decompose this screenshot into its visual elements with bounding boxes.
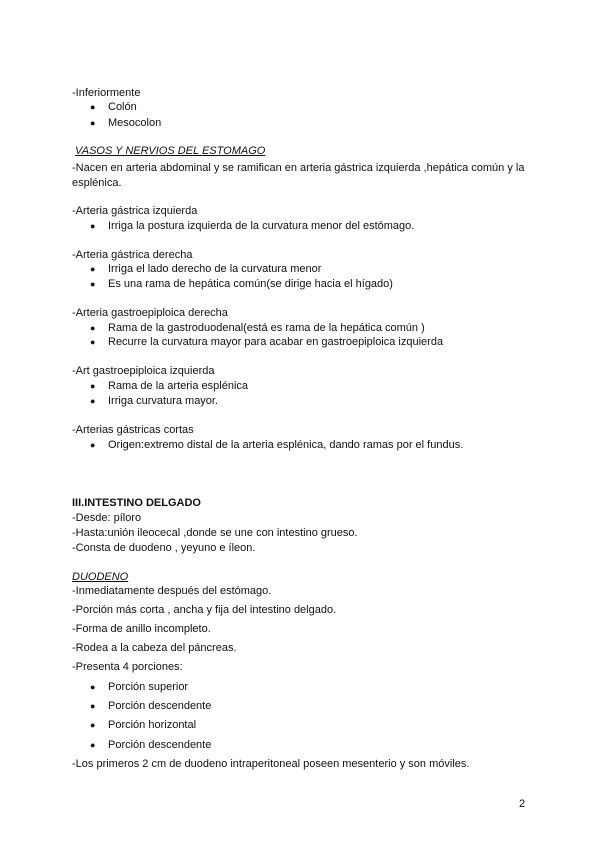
artery-heading: -Arteria gástrica derecha — [72, 249, 193, 261]
duodeno-line: -Presenta 4 porciones: — [72, 661, 183, 673]
list-item: Porción descendente — [108, 700, 212, 712]
list-item: Irriga el lado derecho de la curvatura menor — [108, 263, 322, 275]
duodeno-title: DUODENO — [72, 571, 129, 583]
artery-heading: -Arteria gástrica izquierda — [72, 205, 198, 217]
bullet-icon: ● — [90, 221, 96, 231]
list-item: Porción superior — [108, 681, 189, 693]
list-item: Irriga curvatura mayor. — [108, 395, 219, 407]
list-item: Colón — [108, 101, 137, 113]
duodeno-line: -Porción más corta , ancha y fija del intestino delgado. — [72, 604, 337, 616]
artery-heading: -Arteria gastroepiploica derecha — [72, 307, 228, 319]
artery-heading: -Arterias gástricas cortas — [72, 424, 194, 436]
bullet-icon: ● — [90, 682, 96, 692]
intestino-line: -Consta de duodeno , yeyuno e íleon. — [72, 542, 256, 554]
duodeno-closing: -Los primeros 2 cm de duodeno intraperitoneal poseen mesenterio y son móviles. — [72, 758, 470, 770]
bullet-icon: ● — [90, 740, 96, 750]
bullet-icon: ● — [90, 323, 96, 333]
list-item: Rama de la gastroduodenal(está es rama de la hepática común ) — [108, 322, 425, 334]
vasos-intro: -Nacen en arteria abdominal y se ramifican en arteria gástrica izquierda ,hepática común y la esplénica. — [72, 162, 525, 189]
list-item: Porción horizontal — [108, 719, 197, 731]
list-item: Porción descendente — [108, 739, 212, 751]
duodeno-line: -Forma de anillo incompleto. — [72, 623, 211, 635]
artery-heading: -Art gastroepiploica izquierda — [72, 365, 215, 377]
intestino-line: -Desde: píloro — [72, 512, 142, 524]
bullet-icon: ● — [90, 279, 96, 289]
vasos-title: VASOS Y NERVIOS DEL ESTOMAGO — [75, 145, 266, 157]
duodeno-line: -Rodea a la cabeza del páncreas. — [72, 642, 237, 654]
inferiormente-heading: -Inferiormente — [72, 87, 141, 99]
bullet-icon: ● — [90, 102, 96, 112]
page-number: 2 — [519, 798, 526, 810]
intestino-line: -Hasta:unión ileocecal ,donde se une con intestino grueso. — [72, 527, 358, 539]
list-item: Recurre la curvatura mayor para acabar en gastroepiploica izquierda — [108, 336, 444, 348]
bullet-icon: ● — [90, 720, 96, 730]
list-item: Rama de la arteria esplénica — [108, 380, 249, 392]
list-item: Mesocolon — [108, 117, 162, 129]
intestino-title: III.INTESTINO DELGADO — [72, 497, 201, 509]
bullet-icon: ● — [90, 118, 96, 128]
list-item: Es una rama de hepática común(se dirige hacia el hígado) — [108, 278, 393, 290]
bullet-icon: ● — [90, 381, 96, 391]
bullet-icon: ● — [90, 701, 96, 711]
duodeno-line: -Inmediatamente después del estómago. — [72, 585, 272, 597]
bullet-icon: ● — [90, 396, 96, 406]
bullet-icon: ● — [90, 337, 96, 347]
list-item: Irriga la postura izquierda de la curvatura menor del estómago. — [108, 220, 415, 232]
list-item: Origen:extremo distal de la arteria esplénica, dando ramas por el fundus. — [108, 439, 464, 451]
bullet-icon: ● — [90, 440, 96, 450]
bullet-icon: ● — [90, 264, 96, 274]
